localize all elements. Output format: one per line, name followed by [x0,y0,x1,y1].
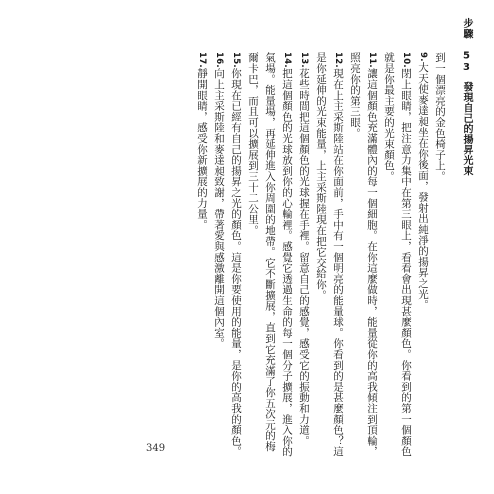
header-title: 發現自己的揚昇光束 [461,81,472,176]
paragraph: 15.你現在已經有自己的揚昇之光的顏色。這是你要使用的能量，是你的高我的顏色。 [230,52,242,457]
paragraph: 10.閉上眼睛，把注意力集中在第三眼上，看看會出現甚麼顏色。你看到的第一個顏色就是你最主要的光束顏色。 [383,52,412,457]
paragraph: 16.向上主采斯陸和麥達昶致謝，帶著愛與感激離開這個內室。 [213,52,225,349]
paragraph: 11.讓這個顏色充滿體內的每一個細胞。在你這麼做時，能量從你的高我傾注到頂輪，照亮你的第三眼。 [349,52,378,457]
header-step: 步驟 53 [461,18,472,74]
paragraph: 12.現在上主采斯陸站在你面前，手中有一個明亮的能量球。你看到的是甚麼顏色？這是你延伸的光束能量，上主采斯陸現在把它交給你。 [315,52,344,457]
paragraph: 13.花些時間把這個顏色的光球握在手裡。留意自己的感覺，感受它的振動和力道。 [298,52,310,446]
running-header [460,18,472,176]
paragraph: 9.大天使麥達昶坐在你後面，發射出純淨的揚昇之光。 [417,52,429,311]
body-text [193,52,448,460]
paragraph: 到一個漂亮的金色椅子上。 [434,52,446,182]
paragraph: 14.把這個顏色的光球放到你的心輪裡。感覺它透過生命的每一個分子擴展，進入你的氣場。能量場，再延伸進入你周圍的地帶。它不斷擴展，直到它充滿了你五次元的梅爾卡巴，而且可以擴展到三十二公里。 [247,52,293,457]
page-number: 349 [146,443,166,454]
paragraph: 17.靜開眼睛，感受你新擴展的力量。 [196,52,208,230]
